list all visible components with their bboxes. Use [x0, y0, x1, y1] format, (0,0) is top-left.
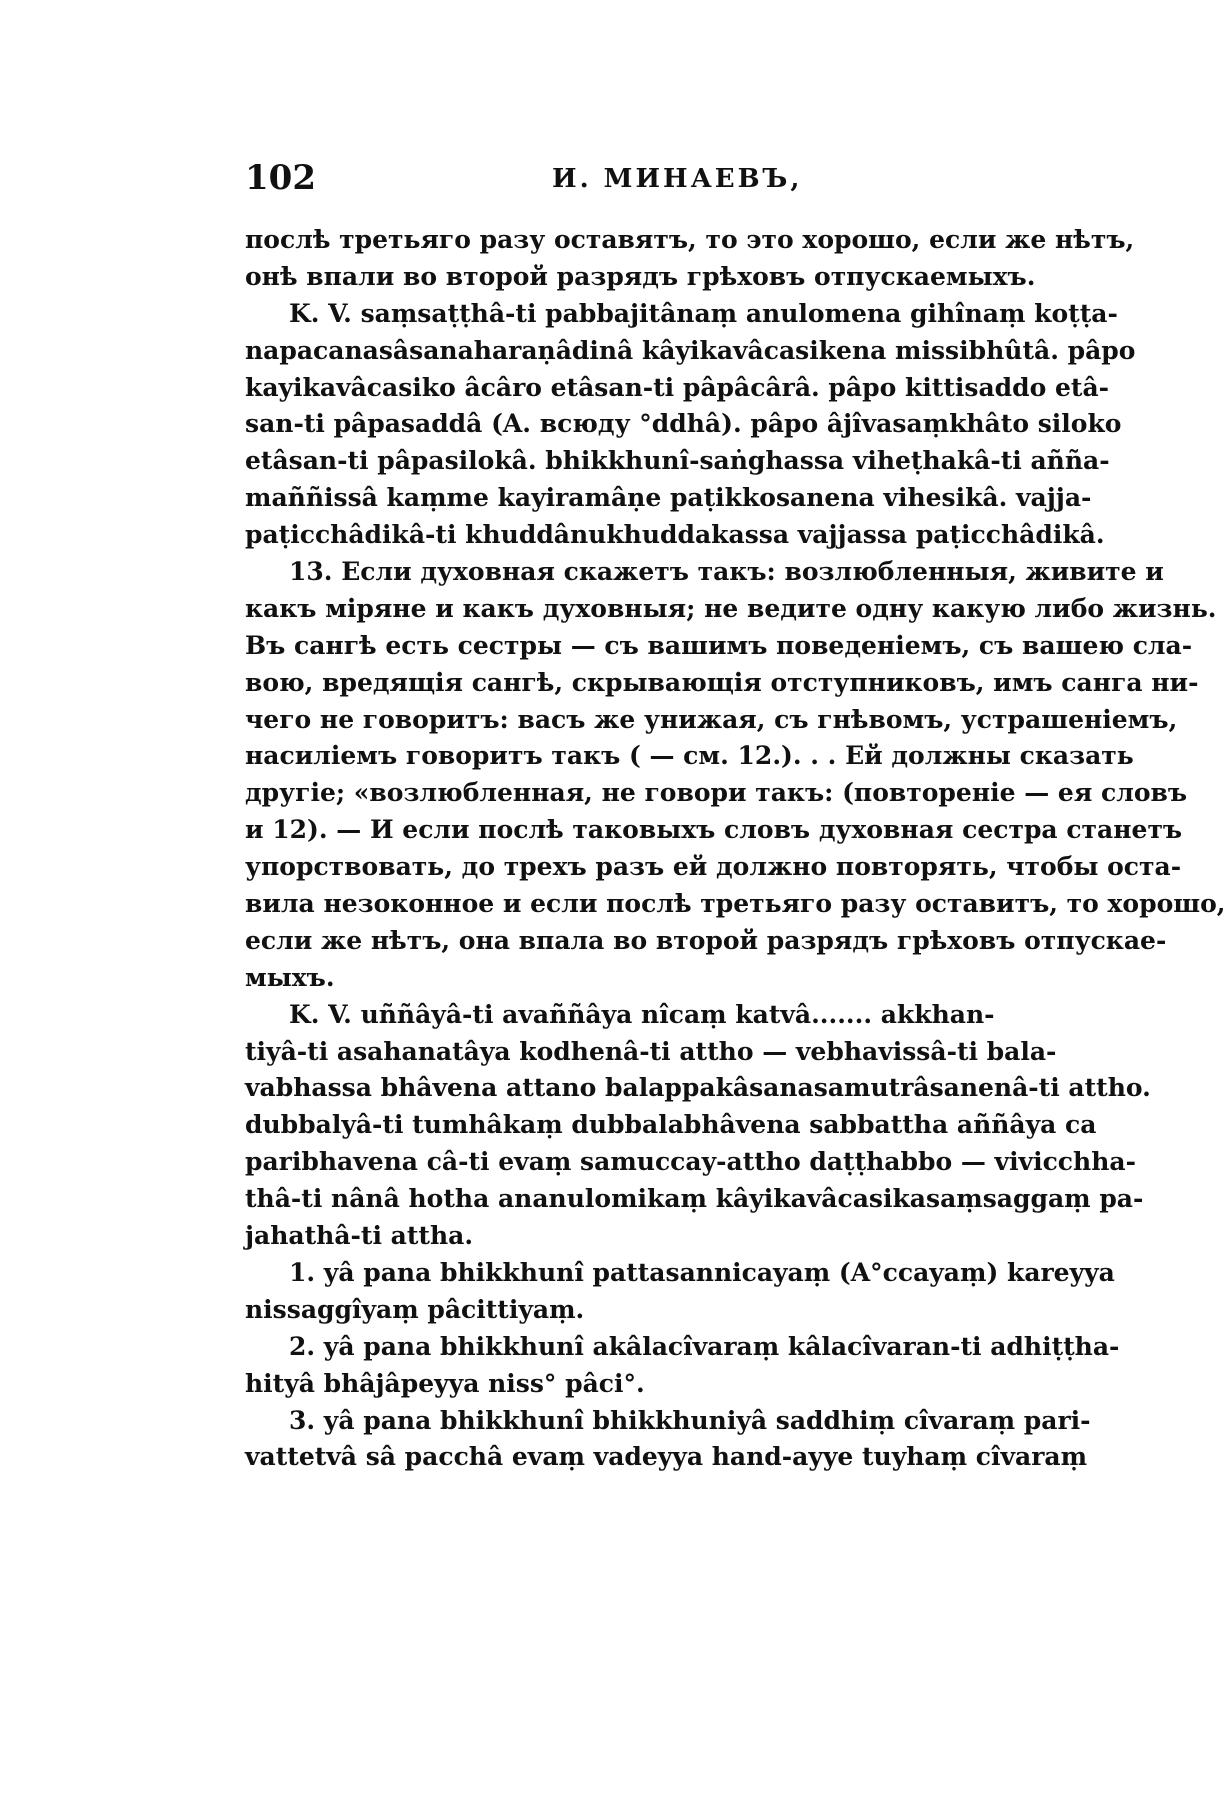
text-line: Въ сангѣ есть сестры — съ вашимъ поведеніемъ, съ вашею сла-: [245, 630, 1193, 660]
text-line: чего не говоритъ: васъ же унижая, съ гнѣвомъ, устрашеніемъ,: [245, 704, 1178, 734]
text-line: какъ міряне и какъ духовныя; не ведите одну какую либо жизнь.: [245, 593, 1217, 623]
text-line: kayikavâcasiko âcâro etâsan-ti pâpâcârâ. pâpo kittisaddo etâ-: [245, 372, 1110, 402]
text-line: vattetvâ sâ pacchâ evaṃ vadeyya hand-ayye tuyhaṃ cîvaraṃ: [245, 1442, 1088, 1472]
text-line: jahathâ-ti attha.: [245, 1221, 474, 1251]
text-line: vabhassa bhâvena attano balappakâsanasamutrâsanenâ-ti attho.: [245, 1073, 1151, 1103]
text-line: nissaggîyaṃ pâcittiyaṃ.: [245, 1294, 585, 1324]
text-line: etâsan-ti pâpasilokâ. bhikkhunî-saṅghassa viheṭhakâ-ti añña-: [245, 446, 1110, 476]
text-line: 1. yâ pana bhikkhunî pattasannicayaṃ (A°ccayaṃ) kareyya: [289, 1257, 1115, 1287]
text-line: насиліемъ говоритъ такъ ( — см. 12.). . . Ей должны сказать: [245, 741, 1134, 771]
text-line: paribhavena câ-ti evaṃ samuccay-attho daṭṭhabbo — vivicchha-: [245, 1147, 1136, 1177]
text-line: tiyâ-ti asahanatâya kodhenâ-ti attho — vebhavissâ-ti bala-: [245, 1036, 1057, 1066]
text-line: 13. Если духовная скажетъ такъ: возлюбленныя, живите и: [289, 557, 1164, 587]
text-line: K. V. uññâyâ-ti avaññâya nîcaṃ katvâ....... akkhan-: [289, 999, 995, 1029]
text-line: paṭicchâdikâ-ti khuddânukhuddakassa vajjassa paṭicchâdikâ.: [245, 520, 1105, 550]
text-line: упорствовать, до трехъ разъ ей должно повторять, чтобы оста-: [245, 852, 1182, 882]
text-line: san-ti pâpasaddâ (A. всюду °ddhâ). pâpo âjîvasaṃkhâto siloko: [245, 409, 1122, 439]
text-line: hityâ bhâjâpeyya niss° pâci°.: [245, 1368, 645, 1398]
text-line: napacanasâsanaharaṇâdinâ kâyikavâcasikena missibhûtâ. pâpo: [245, 335, 1136, 365]
text-line: 2. yâ pana bhikkhunî akâlacîvaraṃ kâlacîvaran-ti adhiṭṭha-: [289, 1331, 1120, 1361]
text-line: и 12). — И если послѣ таковыхъ словъ духовная сестра станетъ: [245, 815, 1183, 845]
text-line: мыхъ.: [245, 962, 335, 992]
running-head: И. МИНАЕВЪ,: [552, 164, 803, 194]
text-line: вою, вредящія сангѣ, скрывающія отступниковъ, имъ санга ни-: [245, 667, 1199, 697]
text-line: послѣ третьяго разу оставятъ, то это хорошо, если же нѣтъ,: [245, 225, 1135, 254]
page-number: 102: [245, 158, 316, 198]
page-body: [245, 222, 1226, 1476]
text-line: другіе; «возлюбленная, не говори такъ: (повтореніе — ея словъ: [245, 778, 1188, 808]
text-line: 3. yâ pana bhikkhunî bhikkhuniyâ saddhiṃ cîvaraṃ pari-: [289, 1405, 1091, 1435]
text-line: если же нѣтъ, она впала во второй разрядъ грѣховъ отпускае-: [245, 925, 1167, 955]
text-line: dubbalyâ-ti tumhâkaṃ dubbalabhâvena sabbattha aññâya ca: [245, 1110, 1097, 1140]
text-line: thâ-ti nânâ hotha ananulomikaṃ kâyikavâcasikasaṃsaggaṃ pa-: [245, 1184, 1144, 1214]
text-line: K. V. saṃsaṭṭhâ-ti pabbajitânaṃ anulomena gihînaṃ koṭṭa-: [289, 298, 1118, 328]
page-header: [245, 158, 1050, 208]
text-line: maññissâ kaṃme kayiramâṇe paṭikkosanena vihesikâ. vajja-: [245, 483, 1092, 513]
text-line: онѣ впали во второй разрядъ грѣховъ отпускаемыхъ.: [245, 261, 1036, 291]
text-line: вила незоконное и если послѣ третьяго разу оставитъ, то хорошо,: [245, 889, 1226, 919]
